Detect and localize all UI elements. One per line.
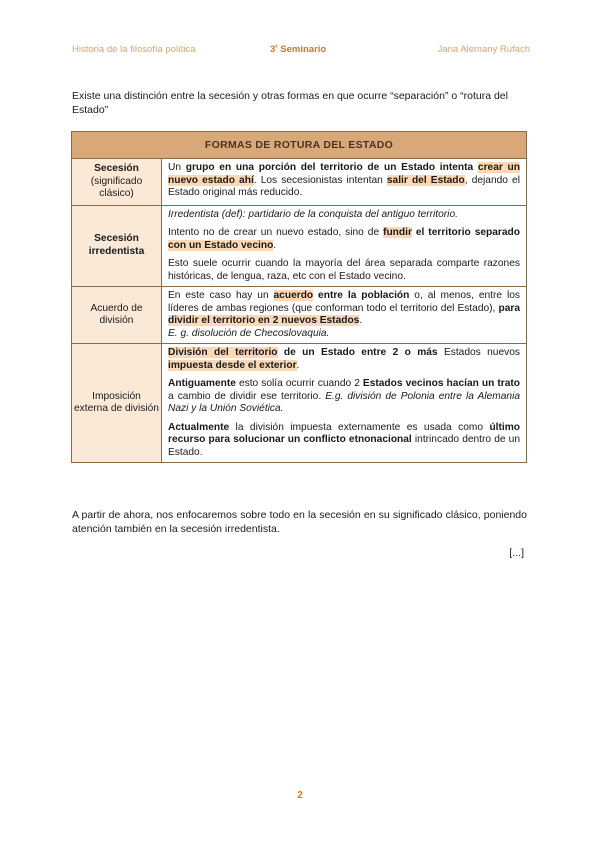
header-author: Jana Alemany Rufach — [437, 44, 530, 55]
outro-paragraph: A partir de ahora, nos enfocaremos sobre todo en la secesión en su significado clásico, poniendo atención también en la secesión irredentista. — [72, 509, 527, 535]
table-row — [72, 205, 527, 287]
row-content-acuerdo: En este caso hay un acuerdo entre la población o, al menos, entre los líderes de ambas regiones (que conforman todo el territorio del Estado), para dividir el territorio en 2 nuevos Estados. E. g. disolución de Checoslovaquia. — [162, 287, 527, 344]
omission-mark: [...] — [509, 547, 524, 559]
header-seminar: 3$^r$ Seminario — [270, 44, 327, 56]
table-row — [72, 159, 527, 206]
row-content-secesion: Un grupo en una porción del territorio de un Estado intenta crear un nuevo estado ahí. Los secesionistas intentan salir del Estado, dejando el Estado original más reducido. — [162, 159, 527, 206]
header-course-title: Historia de la filosofía política — [72, 44, 196, 55]
page-number: 2 — [297, 790, 303, 801]
table-row — [72, 344, 527, 463]
forms-table — [71, 131, 527, 463]
intro-paragraph: Existe una distinción entre la secesión y otras formas en que ocurre “separación” o “rotura del Estado” — [72, 90, 508, 116]
table-row — [72, 287, 527, 344]
table-title: FORMAS DE ROTURA DEL ESTADO — [72, 132, 527, 159]
row-label-imposicion: Imposición externa de división — [72, 344, 162, 463]
row-label-secesion: Secesión (significado clásico) — [72, 159, 162, 206]
row-content-irredentista: Irredentista (def): partidario de la conquista del antiguo territorio. Intento no de crear un nuevo estado, sino de fundir el territorio separado con un Estado vecino. Esto suele ocurrir cuando la mayoría del área separada comparte razones históricas, de lengua, raza, etc con el Estado vecino. — [162, 205, 527, 287]
row-label-irredentista: Secesión irredentista — [72, 205, 162, 287]
row-content-imposicion: División del territorio de un Estado entre 2 o más Estados nuevos impuesta desde el exterior. Antiguamente esto solía ocurrir cuando 2 Estados vecinos hacían un trato a cambio de dividir ese territorio. E.g. división de Polonia entre la Alemania Nazi y la Unión Soviética. Actualmente la división impuesta externamente es usada como último recurso para solucionar un conflicto etnonacional intrincado dentro de un Estado. — [162, 344, 527, 463]
row-label-acuerdo: Acuerdo de división — [72, 287, 162, 344]
